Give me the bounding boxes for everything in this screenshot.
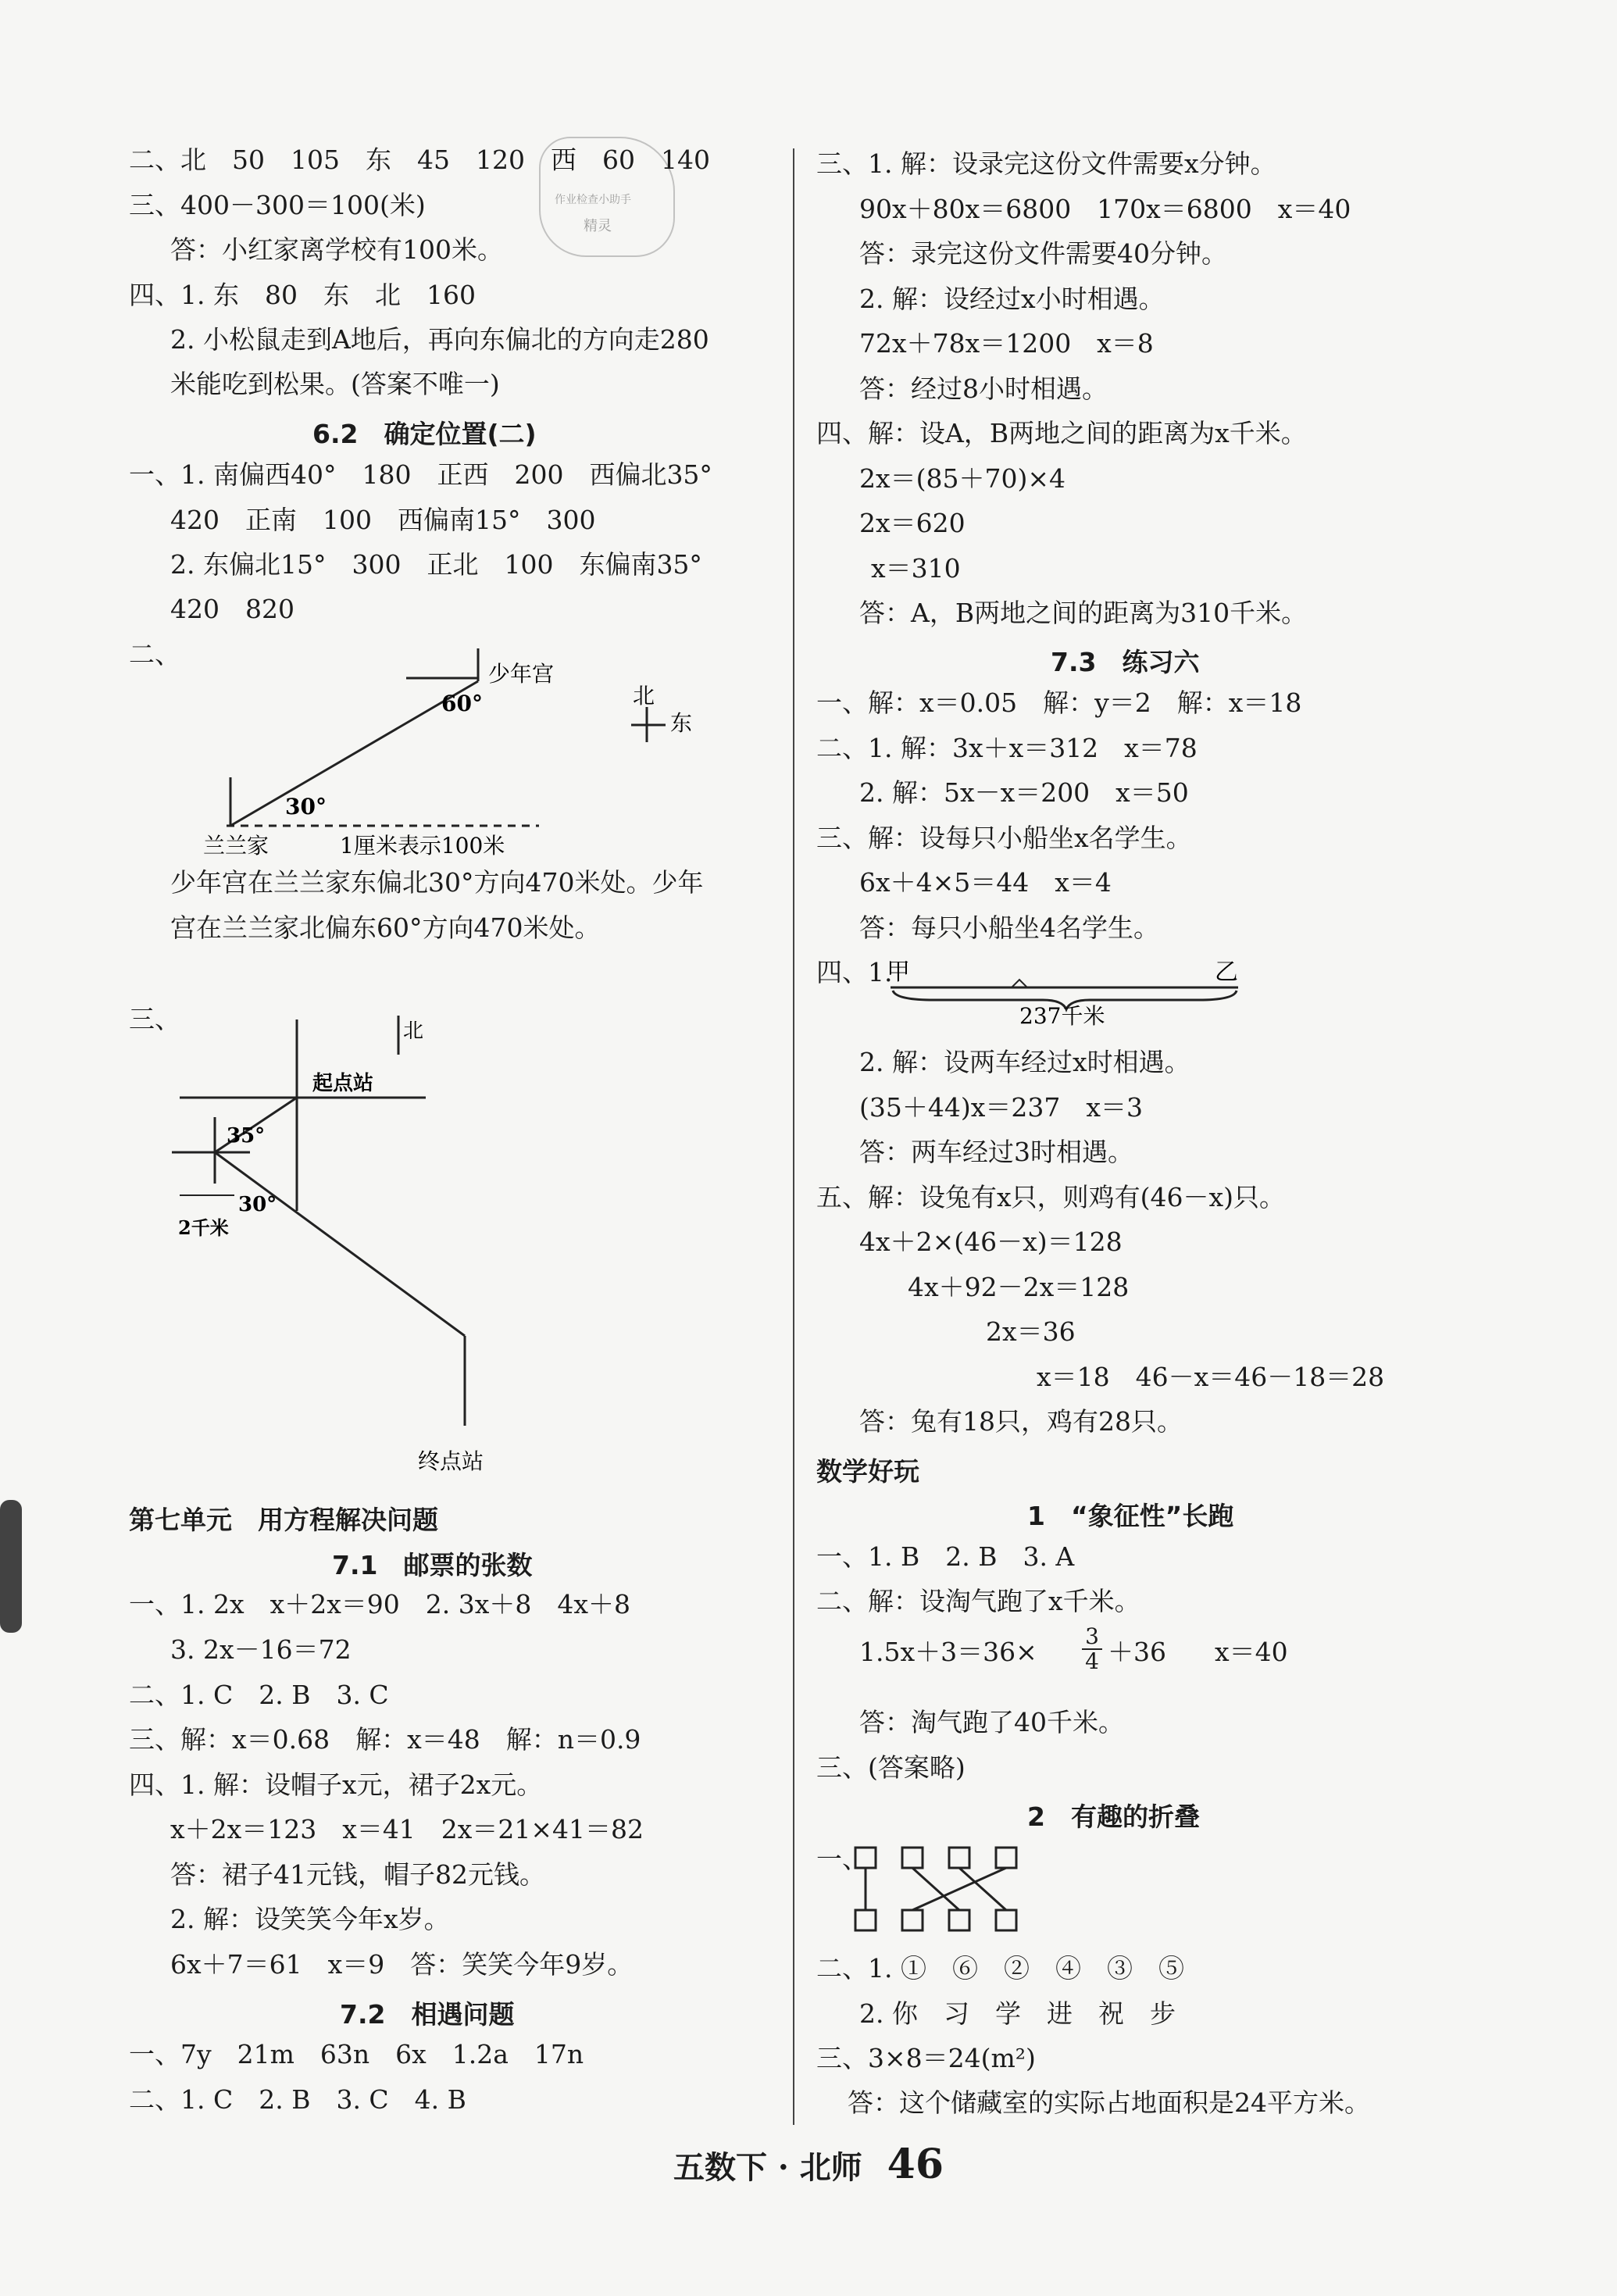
- answer-line: 2. 解：设两车经过x时相遇。: [859, 1047, 1190, 1077]
- answer-line: 一、1. B 2. B 3. A: [816, 1541, 1075, 1572]
- unit-heading: 第七单元 用方程解决问题: [129, 1505, 438, 1535]
- answer-line: 6x＋7＝61 x＝9 答：笑笑今年9岁。: [170, 1949, 634, 1980]
- answer-line: 答：录完这份文件需要40分钟。: [859, 238, 1227, 269]
- angle-label: 35°: [227, 1124, 266, 1148]
- scale-label: 2千米: [178, 1216, 229, 1239]
- end-label: 终点站: [418, 1448, 484, 1474]
- answer-line: 72x＋78x＝1200 x＝8: [859, 328, 1154, 359]
- fraction-denominator: 4: [1082, 1648, 1102, 1673]
- equation-fraction-prefix: 1.5x＋3＝36×: [859, 1637, 1037, 1667]
- answer-line: 二、1. C 2. B 3. C 4. B: [129, 2084, 466, 2115]
- page-footer: [0, 2141, 1617, 2188]
- section-heading: 7.3 练习六: [1051, 647, 1200, 677]
- answer-line: 四、1.: [816, 957, 893, 987]
- answer-line: 答：每只小船坐4名学生。: [859, 912, 1159, 943]
- distance-label: 237千米: [1019, 1003, 1105, 1026]
- angle-label: 60°: [441, 691, 483, 716]
- figure-route-map: [164, 1000, 555, 1500]
- answer-line: 少年宫在兰兰家东偏北30°方向470米处。少年: [170, 867, 704, 898]
- answer-line: 一、1. 南偏西40° 180 正西 200 西偏北35°: [129, 459, 712, 490]
- answer-line: x＝18 46－x＝46－18＝28: [1037, 1362, 1385, 1392]
- answer-line: 答：小红家离学校有100米。: [170, 234, 503, 265]
- answer-line: 2. 解：设经过x小时相遇。: [859, 284, 1165, 314]
- point-a-label: 甲: [887, 959, 910, 986]
- answer-line: 4x＋2×(46－x)＝128: [859, 1227, 1123, 1257]
- footer-subject: 五数下 · 北师: [673, 2149, 862, 2186]
- scale-label: 1厘米表示100米: [340, 833, 505, 859]
- answer-line: x＝40: [1215, 1637, 1288, 1667]
- answer-line: 五、解：设兔有x只，则鸡有(46－x)只。: [816, 1182, 1285, 1212]
- answer-line: 一、1. 2x x＋2x＝90 2. 3x＋8 4x＋8: [129, 1589, 630, 1619]
- answer-line: 2. 解：5x－x＝200 x＝50: [859, 777, 1189, 808]
- east-label: 东: [670, 710, 693, 736]
- section-heading: 1 “象征性”长跑: [1027, 1501, 1234, 1531]
- answer-line: 三、3×8＝24(m²): [816, 2043, 1036, 2073]
- answer-line: 答：这个储藏室的实际占地面积是24平方米。: [848, 2087, 1370, 2118]
- answer-line: 四、1. 解：设帽子x元，裙子2x元。: [129, 1769, 543, 1800]
- answer-line: 2x＝620: [859, 508, 966, 538]
- answer-line: 三、解：x＝0.68 解：x＝48 解：n＝0.9: [129, 1724, 641, 1755]
- figure-distance-segment: [887, 952, 1262, 1026]
- answer-line: 答：兔有18只，鸡有28只。: [859, 1406, 1183, 1437]
- answer-line: 2x＝(85＋70)×4: [859, 463, 1066, 494]
- answer-line: x＝310: [871, 553, 961, 584]
- angle-label: 30°: [285, 794, 327, 819]
- answer-line: 二、: [129, 639, 180, 670]
- answer-line: 90x＋80x＝6800 170x＝6800 x＝40: [859, 194, 1351, 224]
- angle-label: 30°: [238, 1193, 277, 1216]
- answer-line: 3. 2x－16＝72: [170, 1634, 352, 1665]
- label-home: 兰兰家: [203, 833, 270, 859]
- answer-line: 2x＝36: [986, 1316, 1076, 1347]
- answer-line: 三、1. 解：设录完这份文件需要x分钟。: [816, 148, 1276, 179]
- answer-line: 答：裙子41元钱，帽子82元钱。: [170, 1859, 545, 1890]
- stamp-text: 作业检查小助手: [555, 194, 631, 206]
- point-b-label: 乙: [1215, 959, 1238, 986]
- column-divider: [793, 148, 794, 2125]
- answer-line: 2. 解：设笑笑今年x岁。: [170, 1904, 450, 1934]
- answer-line: 一、解：x＝0.05 解：y＝2 解：x＝18: [816, 687, 1302, 718]
- answer-line: 二、解：设淘气跑了x千米。: [816, 1586, 1140, 1616]
- answer-line: 一、7y 21m 63n 6x 1.2a 17n: [129, 2039, 584, 2069]
- answer-line: 2. 东偏北15° 300 正北 100 东偏南35°: [170, 549, 702, 580]
- answer-line: 三、400－300＝100(米): [129, 190, 426, 220]
- answer-line: 二、北 50 105 东 45 120 西 60 140: [129, 145, 710, 175]
- answer-line: 二、1. 解：3x＋x＝312 x＝78: [816, 733, 1198, 763]
- page-number: 46: [887, 2141, 944, 2188]
- answer-line: 米能吃到松果。(答案不唯一): [170, 369, 500, 399]
- figure-palace-location: [203, 633, 734, 859]
- section-heading: 6.2 确定位置(二): [312, 419, 537, 449]
- section-heading: 7.1 邮票的张数: [332, 1550, 533, 1580]
- label-palace: 少年宫: [488, 661, 555, 687]
- north-label: 北: [403, 1019, 424, 1043]
- answer-line: 420 正南 100 西偏南15° 300: [170, 505, 596, 535]
- answer-line: 4x＋92－2x＝128: [908, 1272, 1130, 1302]
- answer-line: 2. 你 习 学 进 祝 步: [859, 1998, 1176, 2029]
- answer-line: x＋2x＝123 x＝41 2x＝21×41＝82: [170, 1814, 644, 1844]
- answer-line: 二、1. ① ⑥ ② ④ ③ ⑤: [816, 1953, 1184, 1984]
- answer-line: 三、(答案略): [816, 1752, 966, 1783]
- fraction-numerator: 3: [1085, 1623, 1099, 1649]
- answer-line: 四、解：设A，B两地之间的距离为x千米。: [816, 418, 1307, 448]
- answer-line: 三、: [129, 1004, 180, 1034]
- answer-line: 答：经过8小时相遇。: [859, 373, 1108, 404]
- figure-folding-diagram: [848, 1840, 1051, 1941]
- stamp-text: 精灵: [584, 218, 612, 234]
- start-label: 起点站: [312, 1072, 374, 1095]
- section-heading: 7.2 相遇问题: [340, 1999, 515, 2030]
- answer-line: 四、1. 东 80 东 北 160: [129, 280, 476, 310]
- answer-line: 答：A，B两地之间的距离为310千米。: [859, 598, 1308, 628]
- answer-line: 420 820: [170, 594, 294, 624]
- answer-line: (35＋44)x＝237 x＝3: [859, 1092, 1143, 1123]
- section-heading: 2 有趣的折叠: [1027, 1801, 1200, 1832]
- answer-line: 二、1. C 2. B 3. C: [129, 1680, 389, 1710]
- equation-fraction-suffix: ＋36: [1108, 1637, 1166, 1667]
- section-heading: 数学好玩: [816, 1456, 919, 1487]
- answer-line: 宫在兰兰家北偏东60°方向470米处。: [170, 912, 601, 943]
- answer-line: 2. 小松鼠走到A地后，再向东偏北的方向走280: [170, 324, 709, 355]
- fraction: [1082, 1625, 1102, 1673]
- answer-line: 答：两车经过3时相遇。: [859, 1137, 1133, 1167]
- answer-line: 答：淘气跑了40千米。: [859, 1707, 1124, 1737]
- scan-smudge: [0, 1500, 22, 1633]
- answer-line: 一、: [816, 1844, 868, 1874]
- north-label: 北: [633, 683, 655, 709]
- answer-line: 三、解：设每只小船坐x名学生。: [816, 823, 1192, 853]
- answer-line: 6x＋4×5＝44 x＝4: [859, 867, 1112, 898]
